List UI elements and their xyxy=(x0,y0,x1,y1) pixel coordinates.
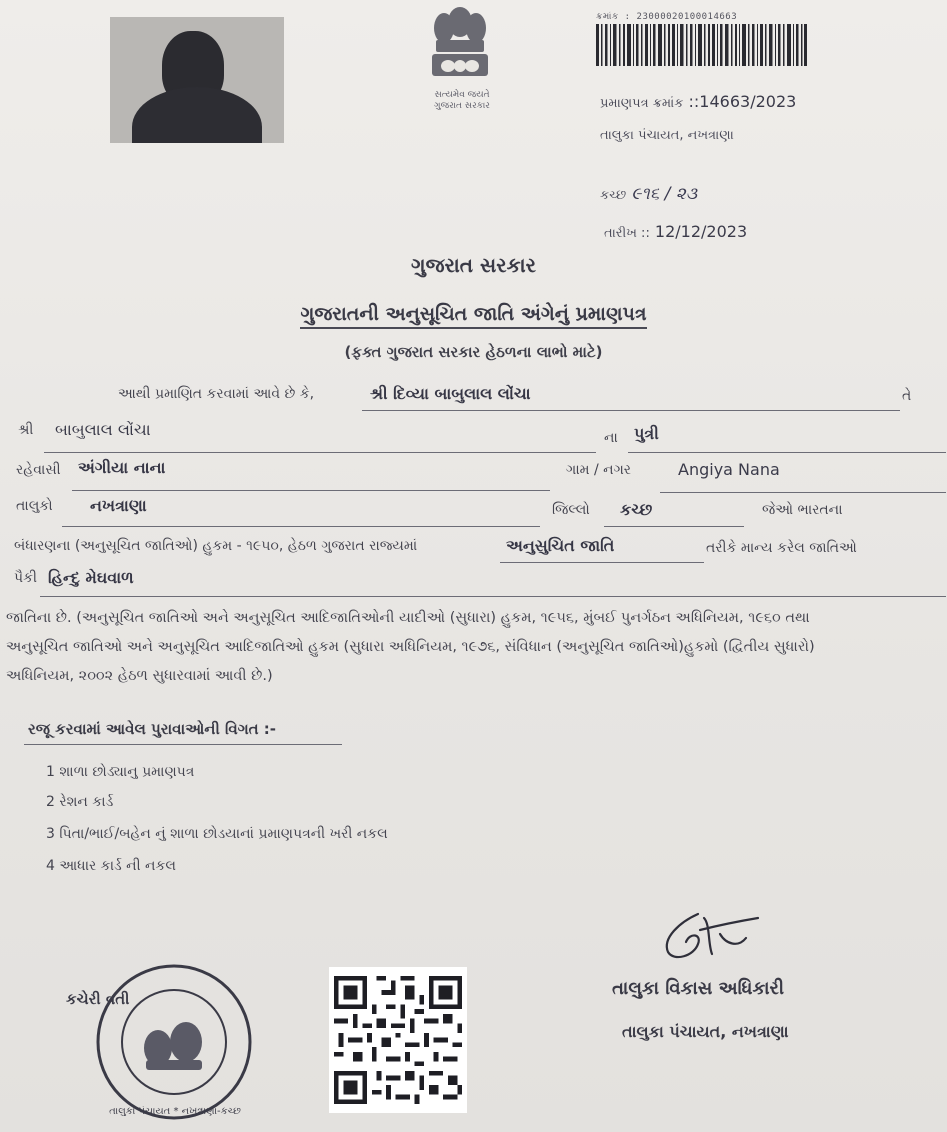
kutch-label: કચ્છ xyxy=(600,188,627,203)
name-underline xyxy=(362,410,900,411)
barcode-block xyxy=(596,12,811,72)
documents-heading: રજૂ કરવામાં આવેલ પુરાવાઓની વિગત :- xyxy=(28,720,277,738)
photo-body-shape xyxy=(132,87,262,143)
village: Angiya Nana xyxy=(678,460,780,479)
office-seal-icon xyxy=(94,962,254,1122)
issue-date: 12/12/2023 xyxy=(654,222,748,241)
document-item: 1 શાળા છોડ્યાનુ પ્રમાણપત્ર xyxy=(46,764,195,780)
legal-paragraph xyxy=(6,604,941,691)
emblem-caption xyxy=(410,90,514,112)
certificate-number: ::14663/2023 xyxy=(688,92,797,111)
category: અનુસુચિત જાતિ xyxy=(506,536,615,555)
certificate-subtitle: (ફક્ત ગુજરાત સરકાર હેઠળના લાભો માટે) xyxy=(344,343,603,361)
paragraph-line-2: અનુસૂચિત જાતિઓ અને અનુસૂચિત આદિજાતિઓ હુકમ (સુધારા અધિનિયમ, ૧૯૭૬, સંવિધાન (અનુસૂચિત જાતિઓ)હુકમો (દ્વિતીય સુધારો) xyxy=(6,639,815,655)
state-emblem-icon xyxy=(414,2,506,92)
date-label: તારીખ :: xyxy=(604,226,650,241)
document-item: 2 રેશન કાર્ડ xyxy=(46,794,114,810)
district: કચ્છ xyxy=(620,500,653,519)
barcode-number: ક્રમાંક : 23000020100014663 xyxy=(596,12,738,22)
category-underline xyxy=(500,562,704,563)
documents-heading-underline xyxy=(24,744,342,745)
kutch-ref-row xyxy=(600,184,697,204)
certificate-number-label: પ્રમાણપત્ર ક્રમાંક xyxy=(600,96,684,111)
certificate-title-text: ગુજરાતની અનુસૂચિત જાતિ અંગેનું પ્રમાણપત્ર xyxy=(300,303,646,329)
taluka-label: તાલુકો xyxy=(16,498,53,514)
relation-underline xyxy=(628,452,946,453)
applicant-name: શ્રી દિવ્યા બાબુલાલ લોંચા xyxy=(370,384,531,403)
te-text: તે xyxy=(902,388,912,404)
district-underline xyxy=(604,526,744,527)
document-item: 4 આધાર કાર્ડ ની નકલ xyxy=(46,858,176,874)
bharat-text: જેઓ ભારતના xyxy=(762,502,843,518)
taluka-underline xyxy=(62,526,540,527)
village-label: ગામ / નગર xyxy=(566,462,632,478)
taluka: નખત્રાણા xyxy=(90,496,147,515)
paragraph-line-3: અધિનિયમ, ૨૦૦૨ હેઠળ સુધારવામાં આવી છે.) xyxy=(6,668,273,684)
government-title: ગુજરાત સરકાર xyxy=(411,253,536,277)
caste: હિન્દુ મેઘવાળ xyxy=(48,568,134,587)
kutch-handwritten-ref: ૯૧૬ / ૨૩ xyxy=(631,184,698,204)
relation: પુત્રી xyxy=(634,424,659,443)
header-office: તાલુકા પંચાયત, નખત્રાણા xyxy=(600,128,734,143)
intro-text: આથી પ્રમાણિત કરવામાં આવે છે કે, xyxy=(118,386,315,402)
barcode-icon xyxy=(596,22,808,68)
certificate-title xyxy=(0,303,947,325)
residence-underline xyxy=(72,490,550,491)
father-underline xyxy=(44,452,596,453)
residence: અંગીયા નાના xyxy=(78,458,166,477)
qr-code-icon xyxy=(329,967,467,1113)
signature-icon xyxy=(650,904,770,966)
signatory-title: તાલુકા વિકાસ અધિકારી xyxy=(612,978,785,999)
certificate-number-row xyxy=(600,92,796,111)
signatory-office: તાલુકા પંચાયત, નખત્રાણા xyxy=(622,1022,789,1041)
village-underline xyxy=(660,492,946,493)
applicant-photo xyxy=(110,17,284,143)
paiki-label: પૈકી xyxy=(14,570,37,586)
date-row xyxy=(604,222,747,241)
district-label: જિલ્લો xyxy=(552,502,590,518)
residence-label: રહેવાસી xyxy=(16,462,61,478)
father-name: બાબુલાલ લોંચા xyxy=(55,420,151,439)
document-item: 3 પિતા/ભાઈ/બહેન નું શાળા છોડયાનાં પ્રમાણપત્રની ખરી નકલ xyxy=(46,826,388,842)
shri-label: શ્રી xyxy=(18,422,34,438)
na-text: ના xyxy=(604,430,618,446)
emblem-motto: સત્યમેવ જયતે xyxy=(434,90,490,100)
emblem-govt: ગુજરાત સરકાર xyxy=(434,101,490,111)
paragraph-line-1: જાતિના છે. (અનુસૂચિત જાતિઓ અને અનુસૂચિત આદિજાતિઓની યાદીઓ (સુધારા) હુકમ, ૧૯૫૬, મુંબઈ પુનર્ગઠન અધિનિયમ, ૧૯૬૦ તથા xyxy=(6,610,810,626)
caste-underline xyxy=(40,596,946,597)
seal-overlay-text: કચેરી વતી xyxy=(66,990,130,1008)
recognized-text: તરીકે માન્ય કરેલ જાતિઓ xyxy=(706,540,857,556)
order-text: બંધારણના (અનુસૂચિત જાતિઓ) હુકમ - ૧૯૫૦, હેઠળ ગુજરાત રાજ્યમાં xyxy=(14,538,418,554)
seal-ring-text: તાલુકા પંચાયત * નખત્રાણા-કચ્છ xyxy=(109,1106,241,1117)
